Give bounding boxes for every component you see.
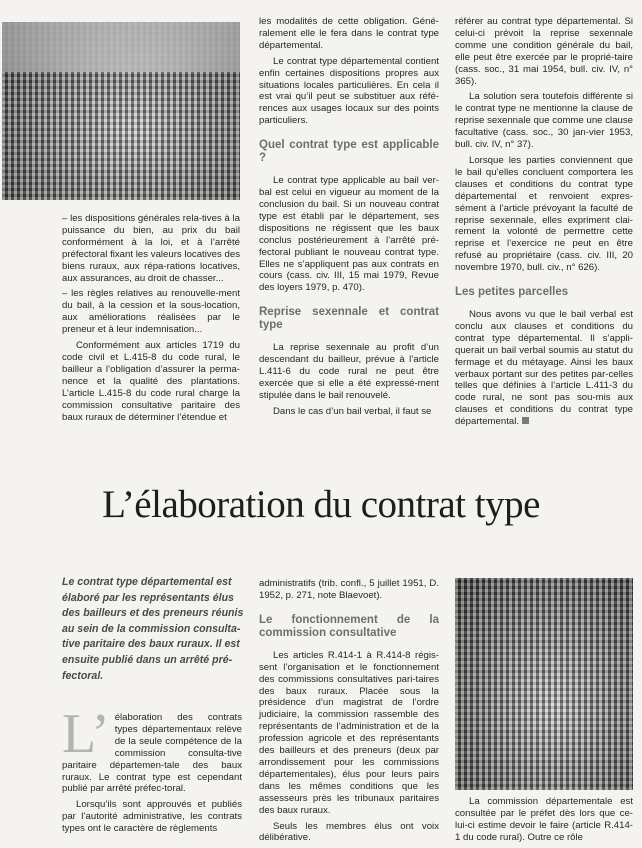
paragraph: La commission départementale est consultée par le préfet dès lors que ce-lui-ci estime devoir le faire (article R.414-1 du code rural). Outre ce rôle [455, 796, 633, 843]
paragraph: les modalités de cette obligation. Géné-ralement elle le fera dans le contrat type départemental. [259, 16, 439, 51]
photo-shade [2, 22, 240, 200]
paragraph: Seuls les membres élus ont voix délibérative. [259, 820, 439, 844]
paragraph: Le contrat type applicable au bail ver-bal est celui en vigueur au moment de la conclusion du bail. Si un nouveau contrat type est établi par le département, ses dispositions ne régissent que les baux conclus postérieurement à l’arrêté pré-fectoral publiant le nouveau contrat type. Elles ne s’appliquent pas aux contrats en cours (cass. civ. III, 15 mai 1979, Revue des loyers 1979, p. 470). [259, 175, 439, 294]
paragraph [455, 309, 633, 428]
paragraph: Le contrat type départemental contient enfin certaines dispositions propres aux situations locales particulières. En cela il est vrai qu’il peut se substituer aux réfé-rences aux usages locaux sur des points particuliers. [259, 55, 439, 127]
paragraph: – les règles relatives au renouvelle-ment du bail, à la cession et la sous-location, aux améliorations réalisées par le preneur et à leur indemnisation... [62, 288, 240, 336]
photo-shade [455, 578, 633, 790]
paragraph: La solution sera toutefois différente si le contrat type ne mentionne la clause de reprise sexennale que comme une clause facultative (cass. soc., 30 jan-vier 1953, bull. civ. IV, n° 37). [455, 91, 633, 151]
paragraph: Lorsqu’ils sont approuvés et publiés par l’autorité administrative, les contrats types ont le caractère de règlements [62, 799, 242, 835]
bottom-col-3 [455, 796, 633, 848]
paragraph: Conformément aux articles 1719 du code civil et L.415-8 du code rural, le bailleur a l’obligation d’assurer la perma-nence et la qualité des plantations. L’article L.415-8 du code rural charge la commission consultative paritaire des baux ruraux de déterminer l’étendue et [62, 340, 240, 423]
section-heading: Reprise sexennale et contrat type [259, 306, 439, 332]
page-title: L’élaboration du contrat type [102, 483, 540, 526]
paragraph: administratifs (trib. confl., 5 juillet 1951, D. 1952, p. 271, note Blaevoet). [259, 578, 439, 601]
bottom-col-2 [259, 578, 439, 848]
drop-cap: L’ [62, 703, 110, 765]
paragraph: La reprise sexennale au profit d’un descendant du bailleur, prévue à l’article L.411-6 du code rural ne peut être exercée que si elle a été expressé-ment stipulée dans le bail renouvelé. [259, 342, 439, 401]
lead-paragraph: Le contrat type départemental est élaboré par les représentants élus des bailleurs et des preneurs réunis au sein de la commission consulta-tive paritaire des baux ruraux. Il est ensuite publié dans un arrêté pré-fectoral. [62, 576, 244, 682]
top-col-3 [455, 16, 633, 432]
paragraph: Dans le cas d’un bail verbal, il faut se [273, 405, 432, 417]
top-left-photo [2, 22, 240, 200]
bottom-col-1 [62, 703, 242, 839]
top-col-2 [259, 16, 439, 422]
paragraph: Lorsque les parties conviennent que le bail qu’elles concluent comportera les clauses et conditions du contrat type départemental et renvoient expres-sément à l’article prévoyant la faculté de reprise sexennale, elles expriment clai-rement la volonté de permettre cette reprise et l’exercice ne peut en être refusé au propriétaire (cass. civ. III, 20 novembre 1970, bull. civ., n° 626). [455, 154, 633, 274]
bottom-right-photo [455, 578, 633, 790]
paragraph-text: Nous avons vu que le bail verbal est conclu aux clauses et conditions du contrat type départemental. Il s’appli-querait un bail verbal soumis au statut du fermage et du métayage. Ainsi les baux verbaux portant sur des petites par-celles telles que définies à l’article L.411-3 du code rural, ne sont pas sou-mis aux clauses et conditions du contrat type départemental. [455, 309, 633, 428]
end-square-icon [522, 417, 529, 424]
paragraph-text: élaboration des contrats types départementaux relève de la seule compétence de la commission consulta-tive paritaire départemen-tale des baux ruraux. Le contrat type est cependant publié par arrêté préfec-toral. [62, 712, 242, 795]
section-heading: Quel contrat type est applicable ? [259, 139, 439, 165]
paragraph: référer au contrat type départemental. Si celui-ci prévoit la reprise sexennale comme une condition générale du bail, elle peut être exercée par le proprié-taire (cass. soc., 31 mai 1954, bull. civ. IV, n° 365). [455, 16, 633, 87]
paragraph: Les articles R.414-1 à R.414-8 régis-sent l’organisation et le fonctionnement des commissions consultatives pari-taires des baux ruraux. Placée sous la présidence d’un magistrat de l’ordre judiciaire, la commission rassemble des représentants de l’administration et de la profession agricole et des représentants des bailleurs et des preneurs (deux par arrondissement pour les commissions départementales), élus pour leurs pairs dans les mêmes conditions que les assesseurs près les tribunaux paritaires des baux ruraux. [259, 649, 439, 816]
section-heading: Les petites parcelles [455, 286, 569, 299]
top-col-1 [62, 213, 240, 427]
paragraph [62, 703, 242, 795]
section-heading: Le fonctionnement de la commission consultative [259, 613, 439, 639]
paragraph: – les dispositions générales rela-tives à la puissance du bien, au prix du bail conformément à la loi, et à l’arrêté préfectoral fixant les valeurs locatives des biens ruraux, aux répa-rations locatives, aux assurances, au droit de chasser... [62, 213, 240, 284]
